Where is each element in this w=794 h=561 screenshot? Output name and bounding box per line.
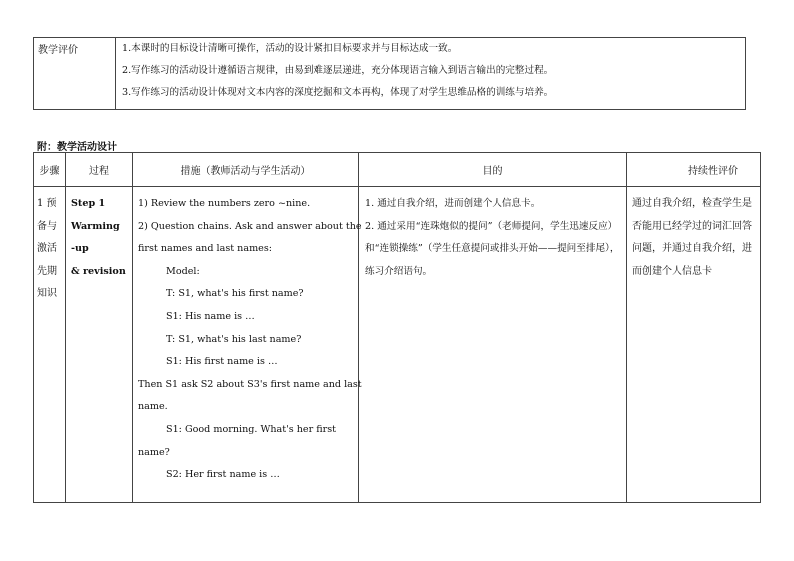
evaluation-item: 2.写作练习的活动设计遵循语言规律，由易到难逐层递进，充分体现语言输入到语言输出的完整过程。 — [122, 65, 554, 76]
cell-process — [66, 187, 133, 503]
cell-goal — [359, 187, 627, 503]
evaluation-content — [116, 38, 746, 110]
activity-table — [33, 152, 761, 503]
process-line: & revision — [71, 265, 126, 277]
appendix-title: 附：教学活动设计 — [37, 142, 117, 153]
measure-line: Model: — [166, 265, 200, 277]
evaluation-text: 通过自我介绍，检查学生是否能用已经学过的词汇回答问题，并通过自我介绍，进而创建个人信息卡 — [632, 198, 752, 277]
header-process: 过程 — [66, 153, 133, 187]
measure-line: name. — [138, 401, 168, 413]
evaluation-table — [33, 37, 746, 110]
evaluation-item: 1.本课时的目标设计清晰可操作，活动的设计紧扣目标要求并与目标达成一致。 — [122, 43, 458, 54]
measure-line: S2: Her first name is … — [166, 469, 280, 481]
measure-line: T: S1, what's his last name? — [166, 333, 302, 345]
evaluation-header-text: 教学评价 — [38, 45, 78, 56]
cell-evaluation — [627, 187, 761, 503]
goal-line: 1. 通过自我介绍，进而创建个人信息卡。 — [365, 198, 541, 209]
evaluation-header — [34, 38, 116, 110]
measure-line: S1: His name is … — [166, 310, 255, 322]
evaluation-item: 3.写作练习的活动设计体现对文本内容的深度挖掘和文本再构，体现了对学生思维品格的训练与培养。 — [122, 87, 554, 98]
step-text: 1 预备与激活先期知识 — [37, 198, 57, 299]
measure-line: T: S1, what's his first name? — [166, 288, 304, 300]
header-measures: 措施（教师活动与学生活动） — [133, 153, 359, 187]
measure-line: S1: Good morning. What's her first — [166, 423, 336, 435]
goal-line: 2. 通过采用“连珠炮似的提问”（老师提问，学生迅速反应）和“连锁操练”（学生任意提问或排头开始——提问至排尾），练习介绍语句。 — [365, 220, 620, 277]
header-step: 步骤 — [34, 153, 66, 187]
measure-line: 1) Review the numbers zero ~nine. — [138, 198, 311, 209]
measure-line: name? — [138, 446, 170, 458]
measure-line: S1: His first name is … — [166, 356, 278, 368]
measure-line: first names and last names: — [138, 243, 272, 255]
process-line: Step 1 — [71, 198, 106, 209]
activity-header-row — [34, 153, 761, 187]
header-evaluation: 持续性评价 — [627, 153, 761, 187]
cell-measures — [133, 187, 362, 503]
process-line: -up — [71, 243, 89, 254]
header-goal: 目的 — [359, 153, 627, 187]
process-line: Warming — [71, 220, 120, 232]
measure-line: 2) Question chains. Ask and answer about the — [138, 220, 362, 232]
activity-row — [34, 187, 761, 503]
cell-step — [34, 187, 66, 503]
measure-line: Then S1 ask S2 about S3's first name and last — [138, 378, 362, 390]
